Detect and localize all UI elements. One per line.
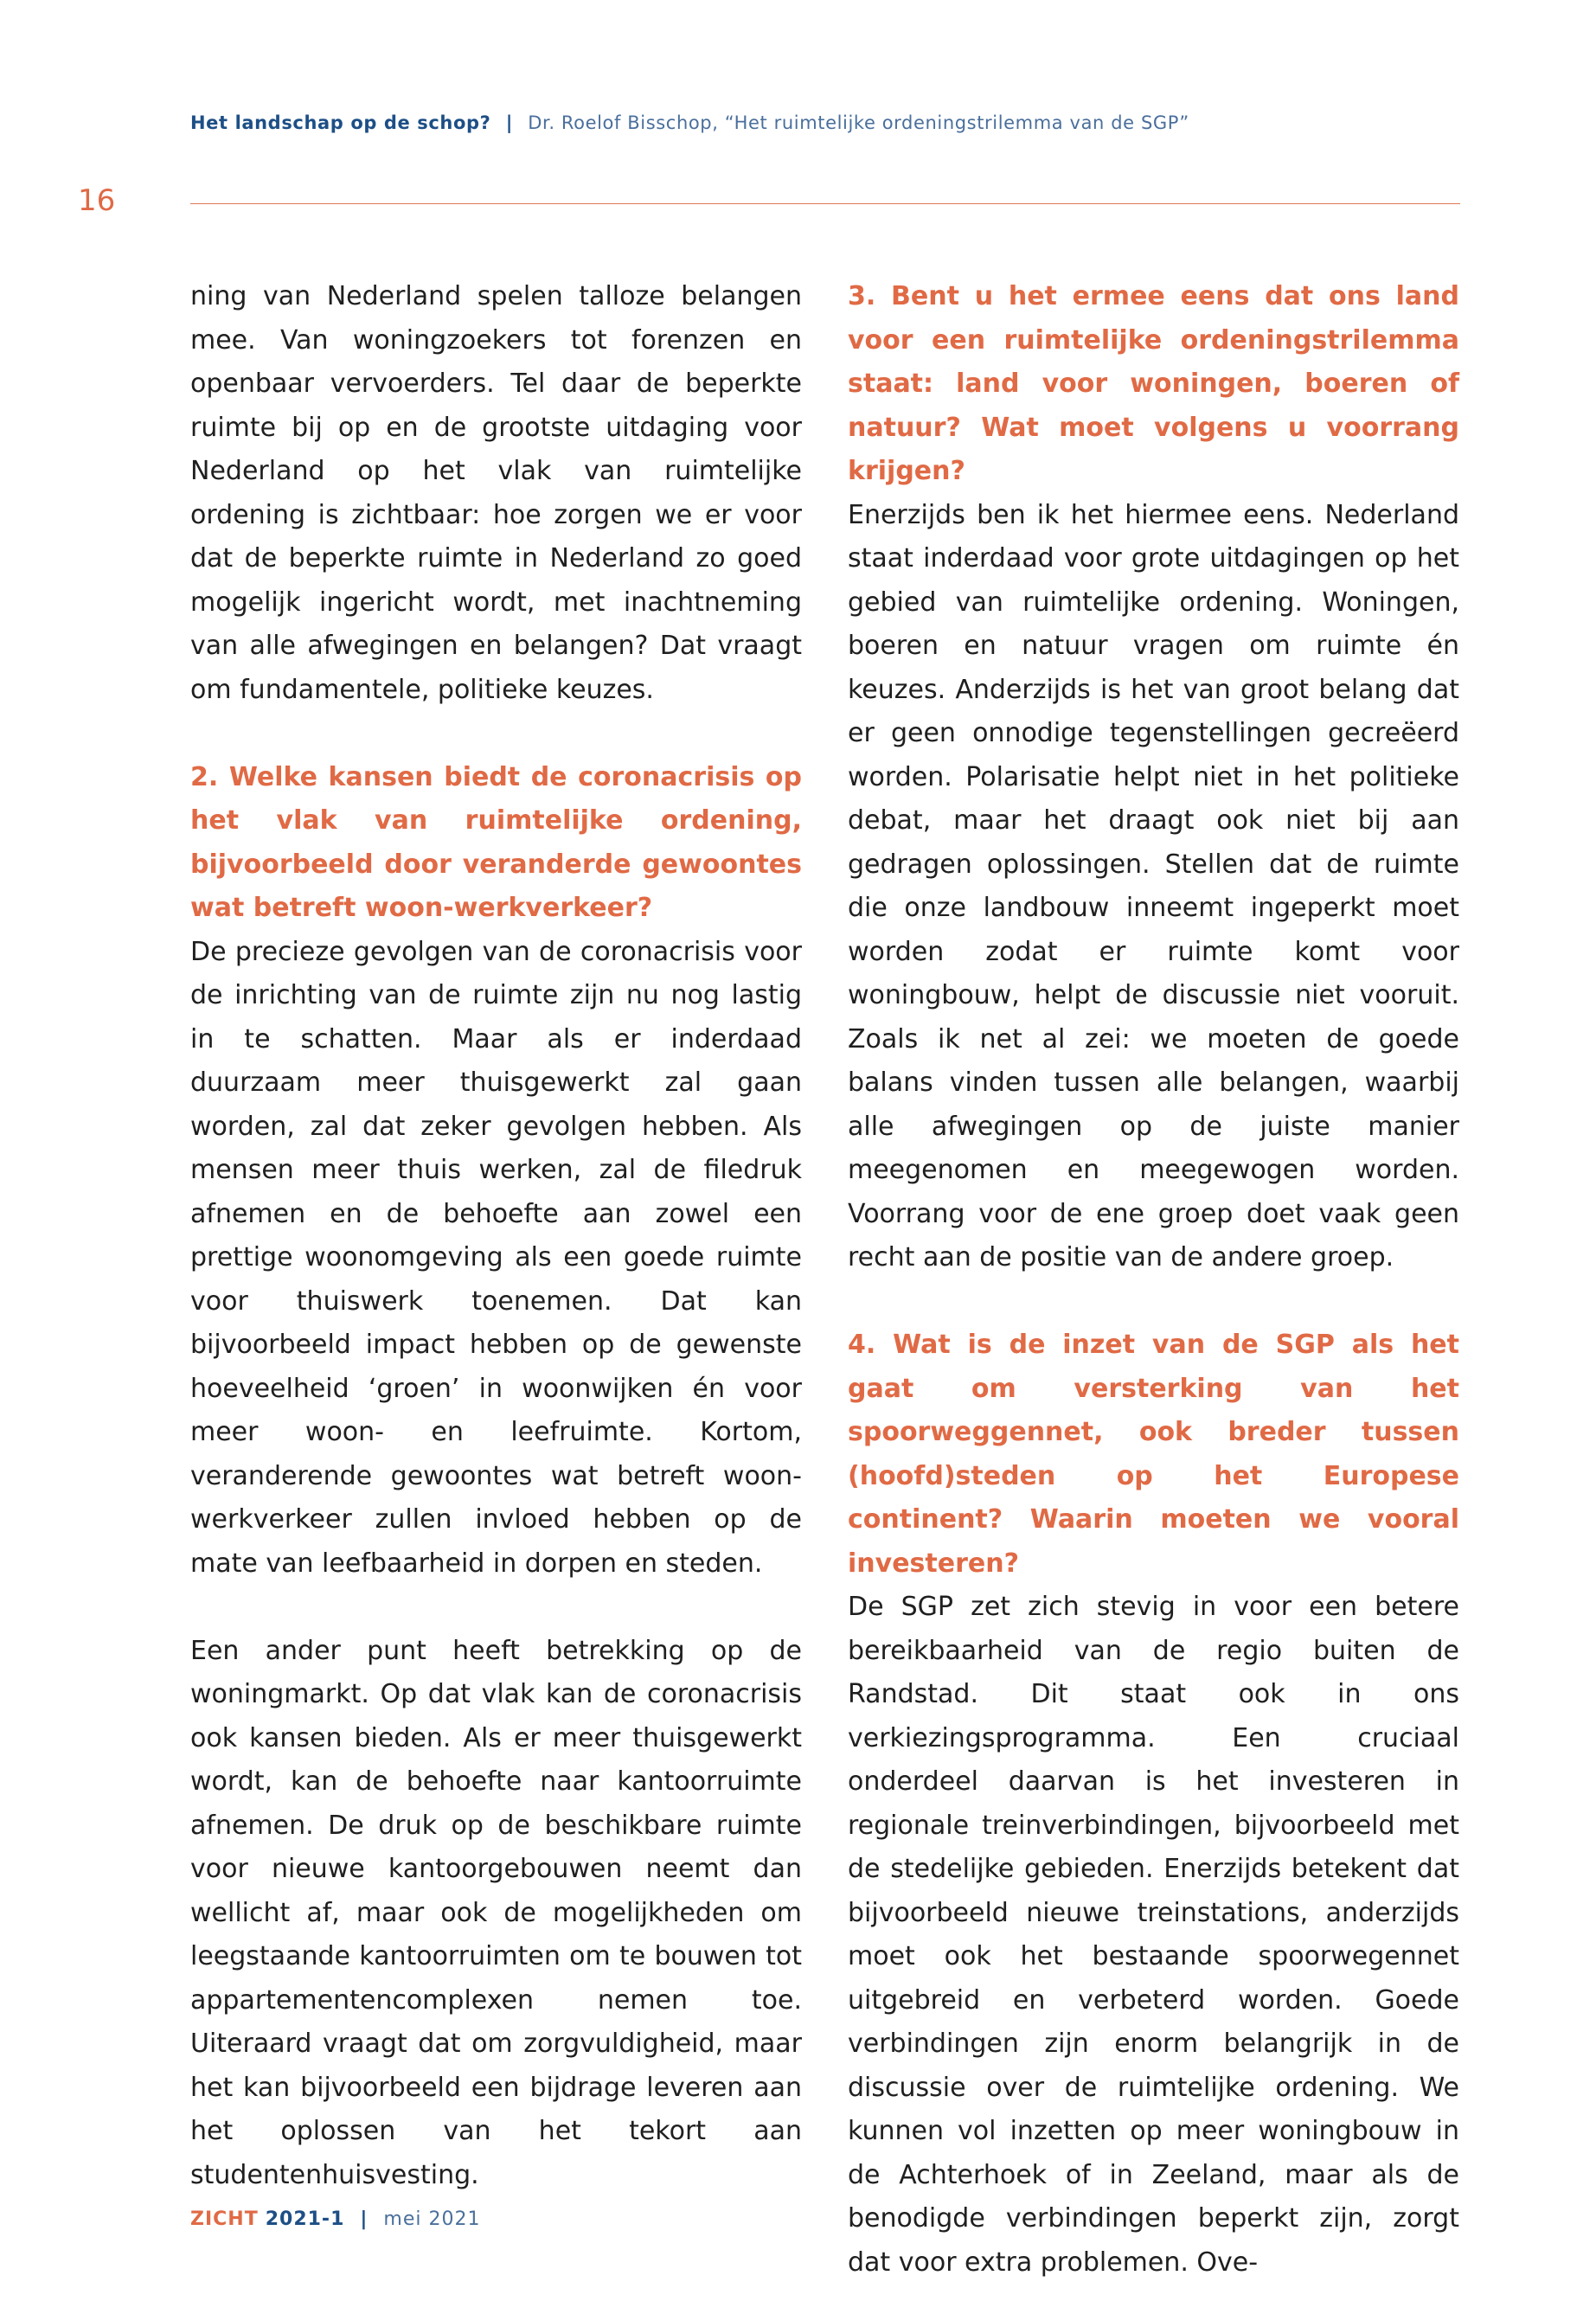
footer-separator: | [360, 2208, 369, 2230]
footer-magazine: ZICHT [190, 2208, 259, 2230]
paragraph-spacer [190, 1586, 802, 1630]
answer-2-paragraph-2: Een ander punt heeft betrekking op de woningmarkt. Op dat vlak kan de coronacrisis ook kansen bieden. Als er meer thuisgewerkt wordt, kan de behoefte naar kantoorruimte afnemen. De druk op de beschikbare ruimte voor nieuwe kantoorgebouwen neemt dan wellicht af, maar ook de mogelijkheden om leegstaande kantoorruimten om te bouwen tot appartementencomplexen nemen toe. Uiteraard vraagt dat om zorgvuldigheid, maar het kan bijvoorbeeld een bijdrage leveren aan het oplossen van het tekort aan studentenhuisvesting. [190, 1635, 802, 2190]
running-header [190, 112, 1189, 133]
page-number: 16 [78, 183, 116, 218]
header-separator: | [505, 112, 513, 133]
question-3: 3. Bent u het ermee eens dat ons land voor een ruimtelijke ordeningstrilemma staat: land voor woningen, boeren of natuur? Wat moet volgens u voorrang krijgen? [848, 281, 1459, 486]
paragraph-spacer [190, 712, 802, 756]
answer-3: Enerzijds ben ik het hiermee eens. Nederland staat inderdaad voor grote uitdagingen op het gebied van ruimtelijke ordening. Woningen, boeren en natuur vragen om ruimte én keuzes. Anderzijds is het van groot belang dat er geen onnodige tegenstellingen gecreëerd worden. Polarisatie helpt niet in het politieke debat, maar het draagt ook niet bij aan gedragen oplossingen. Stellen dat de ruimte die onze landbouw inneemt ingeperkt moet worden zodat er ruimte komt voor woningbouw, helpt de discussie niet vooruit. Zoals ik net al zei: we moeten de goede balans vinden tussen alle belangen, waarbij alle afwegingen op de juiste manier meegenomen en meegewogen worden. Voorrang voor de ene groep doet vaak geen recht aan de positie van de andere groep. [848, 499, 1459, 1272]
header-subtitle: Dr. Roelof Bisschop, “Het ruimtelijke ordeningstrilemma van de SGP” [528, 112, 1189, 133]
paragraph-intro: ning van Nederland spelen talloze belangen mee. Van woningzoekers tot forenzen en openbaar vervoerders. Tel daar de beperkte ruimte bij op en de grootste uitdaging voor Nederland op het vlak van ruimtelijke ordening is zichtbaar: hoe zorgen we er voor dat de beperkte ruimte in Nederland zo goed mogelijk ingericht wordt, met inachtneming van alle afwegingen en belangen? Dat vraagt om fundamentele, politieke keuzes. [190, 281, 802, 705]
running-footer [190, 2208, 480, 2230]
left-column [190, 275, 802, 2197]
header-divider [190, 203, 1460, 204]
right-column [848, 275, 1459, 2285]
paragraph-spacer [848, 1280, 1459, 1324]
question-2: 2. Welke kansen biedt de coronacrisis op het vlak van ruimtelijke ordening, bijvoorbeeld door veranderde gewoontes wat betreft woon-werkverkeer? [190, 761, 802, 923]
footer-issue: 2021-1 [265, 2208, 345, 2230]
answer-4: De SGP zet zich stevig in voor een betere bereikbaarheid van de regio buiten de Randstad. Dit staat ook in ons verkiezingsprogramma. Een cruciaal onderdeel daarvan is het investeren in regionale treinverbindingen, bijvoorbeeld met de stedelijke gebieden. Enerzijds betekent dat bijvoorbeeld nieuwe treinstations, anderzijds moet ook het bestaande spoorwegennet uitgebreid en verbeterd worden. Goede verbindingen zijn enorm belangrijk in de discussie over de ruimtelijke ordening. We kunnen vol inzetten op meer woningbouw in de Achterhoek of in Zeeland, maar als de benodigde verbindingen beperkt zijn, zorgt dat voor extra problemen. Ove- [848, 1592, 1459, 2278]
question-4: 4. Wat is de inzet van de SGP als het gaat om versterking van het spoorweggennet, ook breder tussen (hoofd)steden op het Europese continent? Waarin moeten we vooral investeren? [848, 1330, 1459, 1579]
footer-date: mei 2021 [383, 2208, 481, 2230]
header-title: Het landschap op de schop? [190, 112, 491, 133]
answer-2-paragraph-1: De precieze gevolgen van de coronacrisis voor de inrichting van de ruimte zijn nu nog lastig in te schatten. Maar als er inderdaad duurzaam meer thuisgewerkt zal gaan worden, zal dat zeker gevolgen hebben. Als mensen meer thuis werken, zal de filedruk afnemen en de behoefte aan zowel een prettige woonomgeving als een goede ruimte voor thuiswerk toenemen. Dat kan bijvoorbeeld impact hebben op de gewenste hoeveelheid ‘groen’ in woonwijken én voor meer woon- en leefruimte. Kortom, veranderende gewoontes wat betreft woon-werkverkeer zullen invloed hebben op de mate van leefbaarheid in dorpen en steden. [190, 936, 802, 1579]
